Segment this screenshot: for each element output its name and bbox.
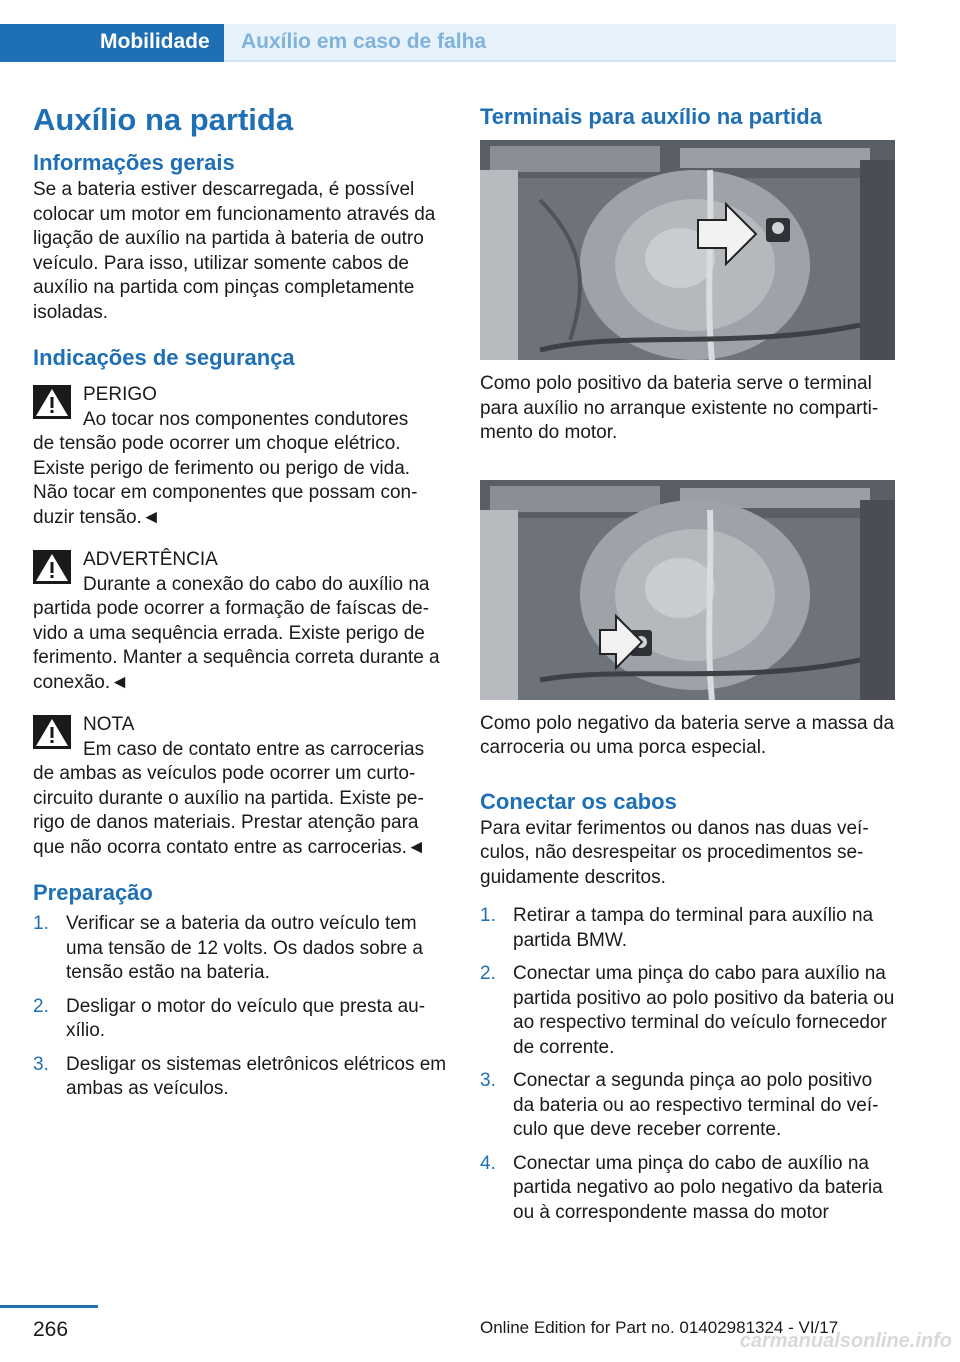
left-column [33,100,448,1111]
warning-text-first: Em caso de contato entre as carrocerias [83,738,425,760]
warning-triangle-icon [33,715,71,749]
page-number: 266 [33,1318,69,1341]
header-category: Mobilidade [100,30,210,53]
preparation-heading: Preparação [33,880,153,905]
step-text: Conectar a segunda pinça ao polo positivo da bateria ou ao respectivo terminal do veículo que deve receber corrente. [513,1070,879,1140]
warning-block-danger [33,383,448,530]
list-item [33,1053,448,1102]
page-header [0,0,960,62]
caption-negative: Como polo negativo da bateria serve a massa da carroceria ou uma porca especial. [480,712,895,758]
step-text: Desligar o motor do veículo que presta auxílio. [66,995,426,1041]
list-item [480,904,895,953]
warning-label: NOTA [83,714,135,735]
warning-block-advertencia [33,548,448,695]
engine-bay-positive-terminal-image [480,140,895,360]
warning-triangle-icon [33,385,71,419]
page-title: Auxílio na partida [33,102,294,137]
connect-steps [480,904,895,1225]
step-text: Conectar uma pinça do cabo para auxílio na partida positivo ao polo positivo da bateria ou ao respectivo terminal do veículo fornecedor de corrente. [513,963,895,1058]
warning-block-nota [33,713,448,860]
watermark: carmanualsonline.info [739,1330,952,1352]
list-item [480,962,895,1060]
step-text: Retirar a tampa do terminal para auxílio na partida BMW. [513,905,874,951]
warning-text-rest: de ambas as veículos pode ocorrer um curto-circuito durante o auxílio na partida. Existe perigo de danos materiais. Prestar atenção para que não ocorra contato entre as carrocerias.◄ [33,763,426,858]
warning-label: ADVERTÊNCIA [83,549,218,570]
edition-note: Online Edition for Part no. 01402981324 - VI/17 [480,1318,839,1337]
step-number: 4. [480,1152,496,1174]
engine-bay-negative-terminal-image [480,480,895,700]
step-number: 1. [33,913,49,934]
list-item [480,1069,895,1143]
warning-triangle-icon [33,550,71,584]
connect-heading: Conectar os cabos [480,788,677,814]
step-text: Conectar uma pinça do cabo de auxílio na partida negativo ao polo negativo da bateria ou à correspondente massa do motor [513,1152,883,1223]
safety-heading: Indicações de segurança [33,345,295,370]
connect-text: Para evitar ferimentos ou danos nas duas veículos, não desrespeitar os procedimentos seguidamente descritos. [480,817,869,888]
footer-rule [0,1305,98,1308]
caption-positive: Como polo positivo da bateria serve o terminal para auxílio no arranque existente no compartimento do motor. [480,373,879,443]
warning-text-rest: de tensão pode ocorrer um choque elétrico. Existe perigo de ferimento ou perigo de vida. Não tocar em componentes que possam conduzir tensão.◄ [33,433,418,528]
list-item [33,995,448,1044]
general-heading: Informações gerais [33,150,235,175]
preparation-steps [33,912,448,1102]
right-column [480,100,895,1234]
warning-label: PERIGO [83,384,157,405]
warning-text-first: Durante a conexão do cabo do auxílio na [83,573,430,595]
step-text: Desligar os sistemas eletrônicos elétricos em ambas as veículos. [66,1053,447,1099]
step-number: 3. [480,1070,496,1091]
list-item [33,912,448,986]
step-number: 2. [480,963,496,984]
list-item [480,1152,895,1226]
warning-text-first: Ao tocar nos componentes condutores [83,408,409,430]
step-number: 1. [480,905,496,926]
header-section: Auxílio em caso de falha [241,30,487,53]
step-number: 3. [33,1053,49,1075]
step-text: Verificar se a bateria da outro veículo tem uma tensão de 12 volts. Os dados sobre a tensão estão na bateria. [66,913,423,983]
general-text: Se a bateria estiver descarregada, é possível colocar um motor em funcionamento através da ligação de auxílio na partida à bateria de outro veículo. Para isso, utilizar somente cabos de auxílio na partida com pinças completamente isoladas. [33,179,436,323]
terminals-heading: Terminais para auxílio na partida [480,104,822,129]
step-number: 2. [33,995,49,1017]
warning-text-rest: partida pode ocorrer a formação de faíscas devido a uma sequência errada. Existe perigo de ferimento. Manter a sequência correta durante a conexão.◄ [33,598,440,693]
